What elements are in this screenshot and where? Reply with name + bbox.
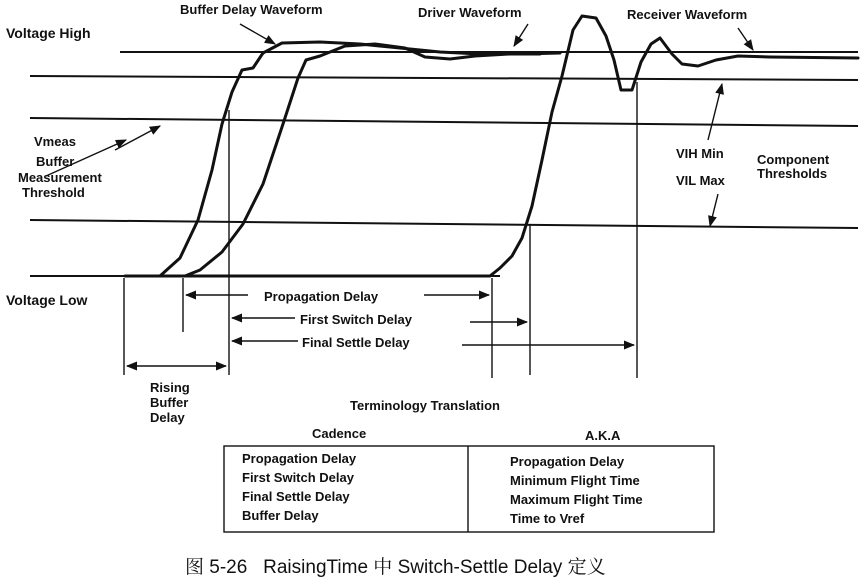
buffer-threshold-label-3: Threshold: [22, 185, 85, 200]
vil-max-label: VIL Max: [676, 173, 725, 188]
table-row-cadence: Final Settle Delay: [242, 489, 350, 504]
figure-caption: 图 5-26 RaisingTime 中 Switch-Settle Delay 定义: [185, 557, 606, 578]
table-title: Terminology Translation: [350, 398, 501, 413]
table-row-cadence: First Switch Delay: [242, 470, 354, 485]
vil-max-line: [30, 220, 858, 228]
rising-label-2: Buffer: [150, 395, 189, 410]
rising-label-1: Rising: [150, 380, 190, 395]
receiver-waveform-pointer: [738, 28, 753, 50]
voltage-low-label: Voltage Low: [6, 292, 88, 308]
vih-min-line: [30, 76, 858, 80]
buffer-waveform-label: Buffer Delay Waveform: [180, 2, 323, 17]
vih-min-label: VIH Min: [676, 146, 724, 161]
component-label-2: Thresholds: [757, 166, 828, 181]
component-label-1: Component: [757, 152, 830, 167]
driver-waveform-label: Driver Waveform: [418, 5, 522, 20]
vmeas-pointer-2: [115, 126, 160, 150]
propagation-delay-label: Propagation Delay: [264, 289, 379, 304]
table-row-aka: Maximum Flight Time: [510, 492, 643, 507]
table-row-aka: Time to Vref: [510, 511, 585, 526]
table-row-cadence: Buffer Delay: [242, 508, 319, 523]
rising-label-3: Delay: [150, 410, 185, 425]
buffer-threshold-label-1: Buffer: [36, 154, 75, 169]
table-row-aka: Propagation Delay: [510, 454, 625, 469]
final-settle-label: Final Settle Delay: [302, 335, 410, 350]
vmeas-label: Vmeas: [34, 134, 76, 149]
first-switch-label: First Switch Delay: [300, 312, 412, 327]
receiver-waveform-label: Receiver Waveform: [627, 7, 748, 22]
driver-waveform-pointer: [514, 24, 528, 46]
voltage-high-label: Voltage High: [6, 25, 91, 41]
table-col-aka: A.K.A: [585, 428, 621, 443]
table-col-cadence: Cadence: [312, 426, 367, 441]
table-row-aka: Minimum Flight Time: [510, 473, 640, 488]
vmeas-line: [30, 118, 858, 126]
buffer-waveform-pointer: [240, 24, 275, 44]
buffer-threshold-label-2: Measurement: [18, 170, 102, 185]
table-row-cadence: Propagation Delay: [242, 451, 357, 466]
vih-min-pointer: [708, 84, 722, 140]
vil-max-pointer: [710, 194, 718, 226]
